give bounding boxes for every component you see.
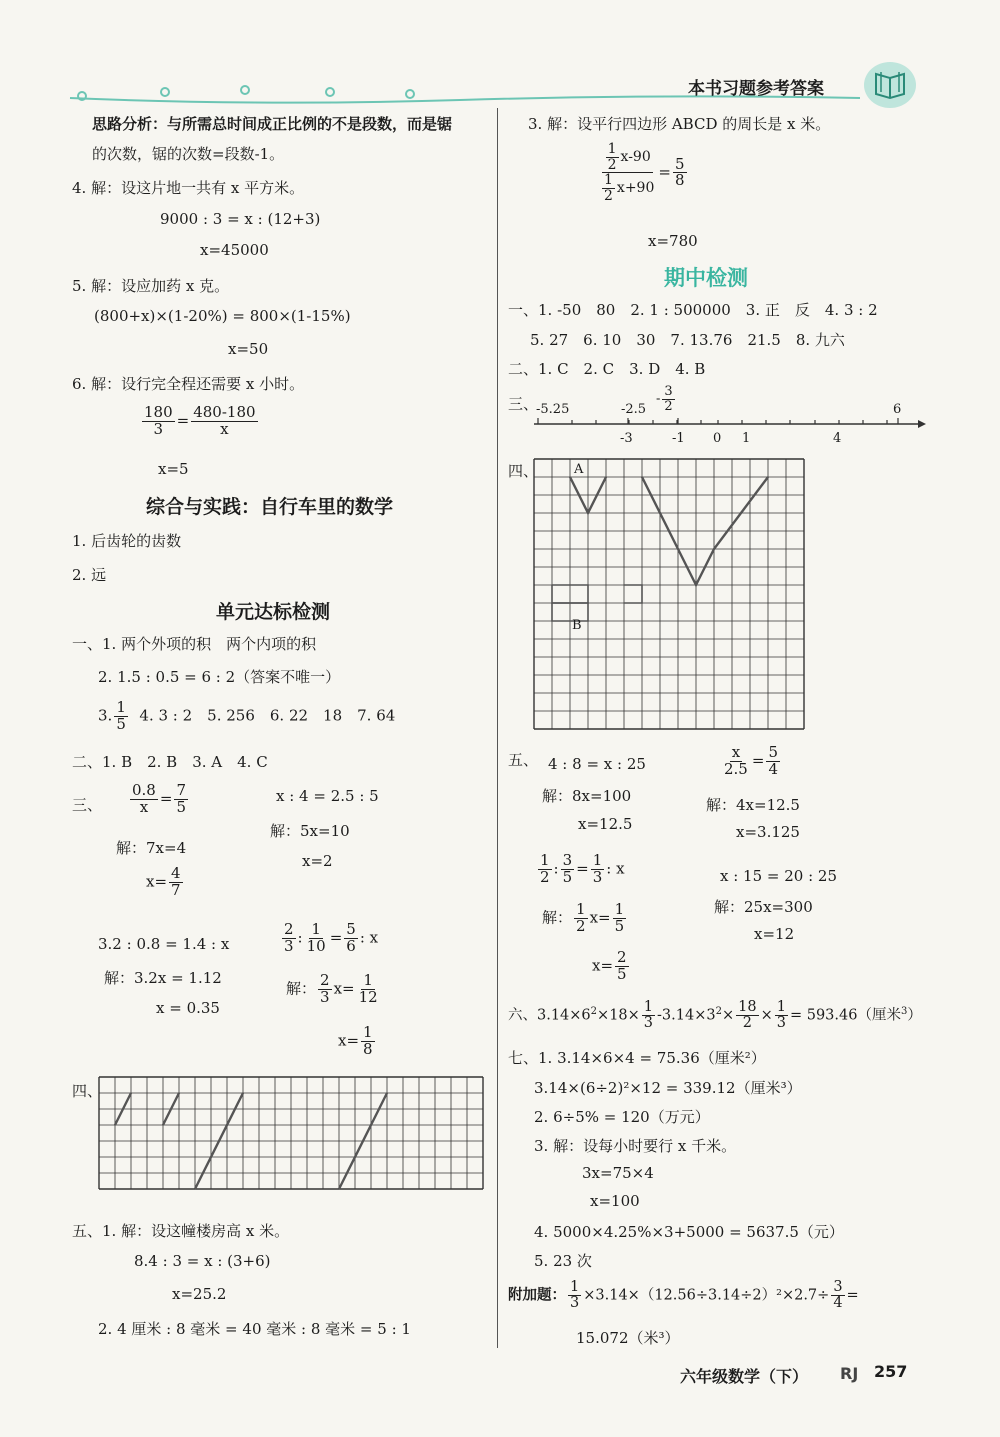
r-q3: 3. 解：设平行四边形 ABCD 的周长是 x 米。	[528, 115, 831, 133]
header-title: 本书习题参考答案	[688, 79, 824, 99]
book-logo-icon	[862, 60, 918, 110]
unit-1-1: 一、1. 两个外项的积 两个内项的积	[72, 635, 317, 653]
eq-d1: $\frac{2}{3}$ : $\frac{1}{10}$ = $\frac{5}{6}$ : x	[284, 920, 379, 955]
q5-eq1: (800+x)×(1-20%) = 800×(1-15%)	[94, 307, 351, 325]
grid-label-a: A	[574, 462, 584, 477]
u1: $\frac{1}{2}$ : $\frac{3}{5}$ = $\frac{1}{3}$ : x	[540, 851, 625, 886]
mid-2: 二、1. C 2. C 3. D 4. B	[508, 360, 706, 378]
column-divider	[497, 108, 498, 1348]
eq-a2: 解：7x=4	[116, 839, 187, 857]
p3: x=12.5	[578, 815, 633, 833]
unit-5-1: 五、1. 解：设这幢楼房高 x 米。	[72, 1222, 290, 1240]
page-number: 257	[874, 1362, 908, 1381]
mid-6: 六、$3.14\times 6^2\times 18\times$ $\frac{1}{3}$ $-3.14\times 3^2\times$ $\frac{18}{2}$ × $\frac{1}{3}$ = 593.46（厘米$^3$）	[508, 999, 922, 1032]
bonus: 附加题： $\frac{1}{3}$ ×3.14×（12.56÷3.14÷2）²×2.7÷ $\frac{3}{4}$ =	[508, 1279, 859, 1312]
q1: $\frac{x}{2.5}$ = $\frac{5}{4}$	[724, 743, 778, 778]
grid-label-b: B	[572, 618, 582, 633]
nl-bot-3: 0	[713, 431, 722, 446]
footer-code: RJ	[840, 1364, 859, 1383]
mid-1a: 一、1. -50 80 2. 1 : 500000 3. 正 反 4. 3 : 2	[508, 301, 878, 319]
nl-top-2: -2.5	[621, 402, 647, 417]
r-q3-ans: x=780	[648, 232, 698, 250]
q4-eq1: 9000 : 3 = x : (12+3)	[160, 210, 321, 228]
grid-right	[533, 458, 805, 736]
q5-line: 5. 解：设应加药 x 克。	[72, 277, 230, 295]
u3: x= $\frac{2}{5}$	[592, 948, 627, 983]
nl-top-3: 6	[893, 402, 902, 417]
unit-4-label: 四、	[72, 1082, 103, 1100]
eq-c2: 解：3.2x = 1.12	[104, 969, 222, 987]
nl-bot-4: 1	[742, 431, 751, 446]
eq-c3: x = 0.35	[156, 999, 220, 1017]
mid-7-1b: 3.14×(6÷2)²×12 = 339.12（厘米³）	[534, 1079, 802, 1097]
unit-5-1-eq1: 8.4 : 3 = x : (3+6)	[134, 1252, 271, 1270]
q3: x=3.125	[736, 823, 800, 841]
eq-c1: 3.2 : 0.8 = 1.4 : x	[98, 935, 230, 953]
mid-7-2: 2. 6÷5% = 120（万元）	[534, 1108, 710, 1126]
u2: 解： $\frac{1}{2}$ x= $\frac{1}{5}$	[542, 900, 625, 935]
mid-7-5: 5. 23 次	[534, 1252, 592, 1270]
q2: 解：4x=12.5	[706, 796, 800, 814]
p1: 4 : 8 = x : 25	[548, 755, 646, 773]
mid-5-label: 五、	[508, 751, 539, 769]
q4-line: 4. 解：设这片地一共有 x 平方米。	[72, 179, 305, 197]
unit-3-label: 三、	[72, 796, 103, 814]
eq-b2: 解：5x=10	[270, 822, 350, 840]
r-q3-eq: $\frac{1}{2}$ x-90 $\frac{1}{2}$ x+90 = $\frac{5}{8}$	[596, 142, 689, 204]
mid-7-3: 3. 解：设每小时要行 x 千米。	[534, 1137, 737, 1155]
nl-bot-2: -1	[672, 431, 685, 446]
mid-3-label: 三、	[508, 395, 539, 413]
section-title-bike: 综合与实践：自行车里的数学	[146, 496, 394, 518]
nl-bot-5: 4	[833, 431, 842, 446]
mid-7-3b: x=100	[590, 1192, 640, 1210]
bonus-ans: 15.072（米³）	[576, 1329, 680, 1347]
eq-d3: x= $\frac{1}{8}$	[338, 1023, 373, 1058]
nl-top-frac: - $\frac{3}{2}$	[656, 384, 673, 414]
footer-grade: 六年级数学（下）	[680, 1367, 809, 1386]
section-title-unit-test: 单元达标检测	[216, 601, 331, 623]
mid-4-label: 四、	[508, 462, 539, 480]
p2: 解：8x=100	[542, 787, 632, 805]
q4-eq2: x=45000	[200, 241, 269, 259]
eq-d2: 解： $\frac{2}{3}$ x= $\frac{1}{12}$	[286, 971, 378, 1006]
q6-eq1: $\frac{180}{3}$ = $\frac{480-180}{x}$	[144, 403, 256, 438]
unit-5-1-eq2: x=25.2	[172, 1285, 227, 1303]
eq-a1: $\frac{0.8}{x}$ = $\frac{7}{5}$	[132, 781, 186, 816]
v3: x=12	[754, 925, 795, 943]
unit-2: 二、1. B 2. B 3. A 4. C	[72, 753, 268, 771]
eq-b1: x : 4 = 2.5 : 5	[276, 787, 379, 805]
unit-1-2: 2. 1.5 : 0.5 = 6 : 2（答案不唯一）	[98, 668, 341, 686]
mid-7-4: 4. 5000×4.25%×3+5000 = 5637.5（元）	[534, 1223, 844, 1241]
mid-7-3a: 3x=75×4	[582, 1164, 654, 1182]
section-title-midterm: 期中检测	[664, 266, 748, 290]
hint-line-1: 思路分析：与所需总时间成正比例的不是段数，而是锯	[92, 115, 453, 133]
bike-1: 1. 后齿轮的齿数	[72, 532, 182, 550]
unit-5-2: 2. 4 厘米 : 8 毫米 = 40 毫米 : 8 毫米 = 5 : 1	[98, 1320, 411, 1338]
mid-1b: 5. 27 6. 10 30 7. 13.76 21.5 8. 九六	[530, 331, 845, 349]
nl-top-1: -5.25	[536, 402, 570, 417]
q5-eq2: x=50	[228, 340, 269, 358]
grid-left	[98, 1076, 486, 1200]
bike-2: 2. 远	[72, 566, 107, 584]
eq-b3: x=2	[302, 852, 333, 870]
mid-7-1: 七、1. 3.14×6×4 = 75.36（厘米²）	[508, 1049, 766, 1067]
hint-line-2: 的次数，锯的次数=段数-1。	[92, 145, 285, 163]
q6-line: 6. 解：设行完全程还需要 x 小时。	[72, 375, 305, 393]
eq-a3: x= $\frac{4}{7}$	[146, 864, 181, 899]
v2: 解：25x=300	[714, 898, 813, 916]
nl-bot-1: -3	[620, 431, 633, 446]
number-line	[530, 380, 930, 450]
v1: x : 15 = 20 : 25	[720, 867, 838, 885]
q6-eq2: x=5	[158, 460, 189, 478]
unit-1-3: 3. $\frac{1}{5}$ 4. 3 : 2 5. 256 6. 22 18 7. 64	[98, 698, 396, 733]
